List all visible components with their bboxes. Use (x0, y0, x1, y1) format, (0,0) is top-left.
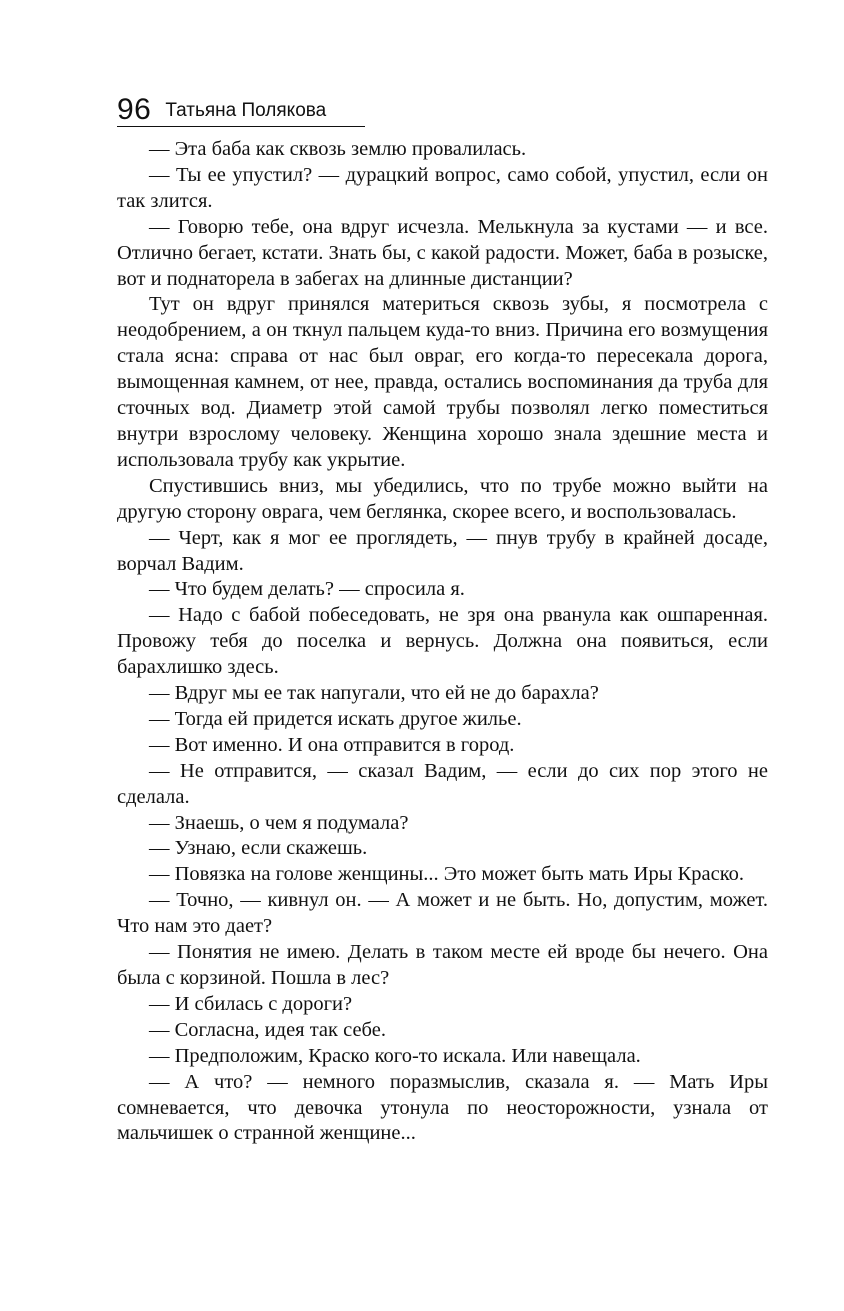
paragraph: — Ты ее упустил? — дурацкий вопрос, само собой, упустил, если он так злится. (117, 163, 768, 212)
paragraph: — Повязка на голове женщины... Это может быть мать Иры Краско. (149, 863, 745, 886)
paragraph: — А что? — немного поразмыслив, сказала я. — Мать Иры сомневается, что девочка утонула по неосторожности, узнала от мальчишек о странной женщине... (117, 1070, 768, 1145)
paragraph: — Согласна, идея так себе. (149, 1018, 386, 1041)
paragraph: — Знаешь, о чем я подумала? (149, 811, 409, 834)
paragraph: — Говорю тебе, она вдруг исчезла. Мелькнула за кустами — и все. Отлично бегает, кстати. Знать бы, с какой радости. Может, баба в розыске, вот и поднаторела в забегах на длинные дистанции? (117, 215, 768, 290)
paragraph: — Надо с бабой побеседовать, не зря она рванула как ошпаренная. Провожу тебя до поселка и вернусь. Должна она появиться, если барахлишко здесь. (117, 604, 768, 679)
paragraph: — Узнаю, если скажешь. (149, 837, 368, 860)
paragraph: Спустившись вниз, мы убедились, что по трубе можно выйти на другую сторону оврага, чем беглянка, скорее всего, и воспользовалась. (117, 474, 768, 523)
paragraph: — Вот именно. И она отправится в город. (149, 733, 515, 756)
paragraph: — Эта баба как сквозь землю провалилась. (149, 138, 527, 160)
book-page (117, 88, 768, 1147)
paragraph: — Вдруг мы ее так напугали, что ей не до барахла? (149, 682, 599, 705)
running-header (117, 88, 365, 127)
body-text (117, 137, 768, 1147)
paragraph: — Не отправится, — сказал Вадим, — если до сих пор этого не сделала. (117, 759, 768, 808)
paragraph: — И сбилась с дороги? (149, 992, 353, 1015)
paragraph: Тут он вдруг принялся материться сквозь зубы, я посмотрела с неодобрением, а он ткнул пальцем куда-то вниз. Причина его возмущения стала ясна: справа от нас был овраг, его когда-то пересекала дорога, вымощенная камнем, от нее, правда, остались воспоминания да труба для сточных вод. Диаметр этой самой трубы позволял легко поместиться внутри взрослому человеку. Женщина хорошо знала здешние места и использовала трубу как укрытие. (117, 293, 768, 471)
paragraph: — Черт, как я мог ее проглядеть, — пнув трубу в крайней досаде, ворчал Вадим. (117, 526, 768, 575)
paragraph: — Точно, — кивнул он. — А может и не быть. Но, допустим, может. Что нам это дает? (117, 889, 768, 938)
paragraph: — Тогда ей придется искать другое жилье. (149, 707, 522, 730)
paragraph: — Предположим, Краско кого-то искала. Или навещала. (149, 1044, 641, 1067)
paragraph: — Что будем делать? — спросила я. (149, 578, 465, 601)
paragraph: — Понятия не имею. Делать в таком месте ей вроде бы нечего. Она была с корзиной. Пошла в лес? (117, 941, 768, 989)
author-name: Татьяна Полякова (165, 100, 327, 121)
page-number: 96 (117, 93, 152, 126)
